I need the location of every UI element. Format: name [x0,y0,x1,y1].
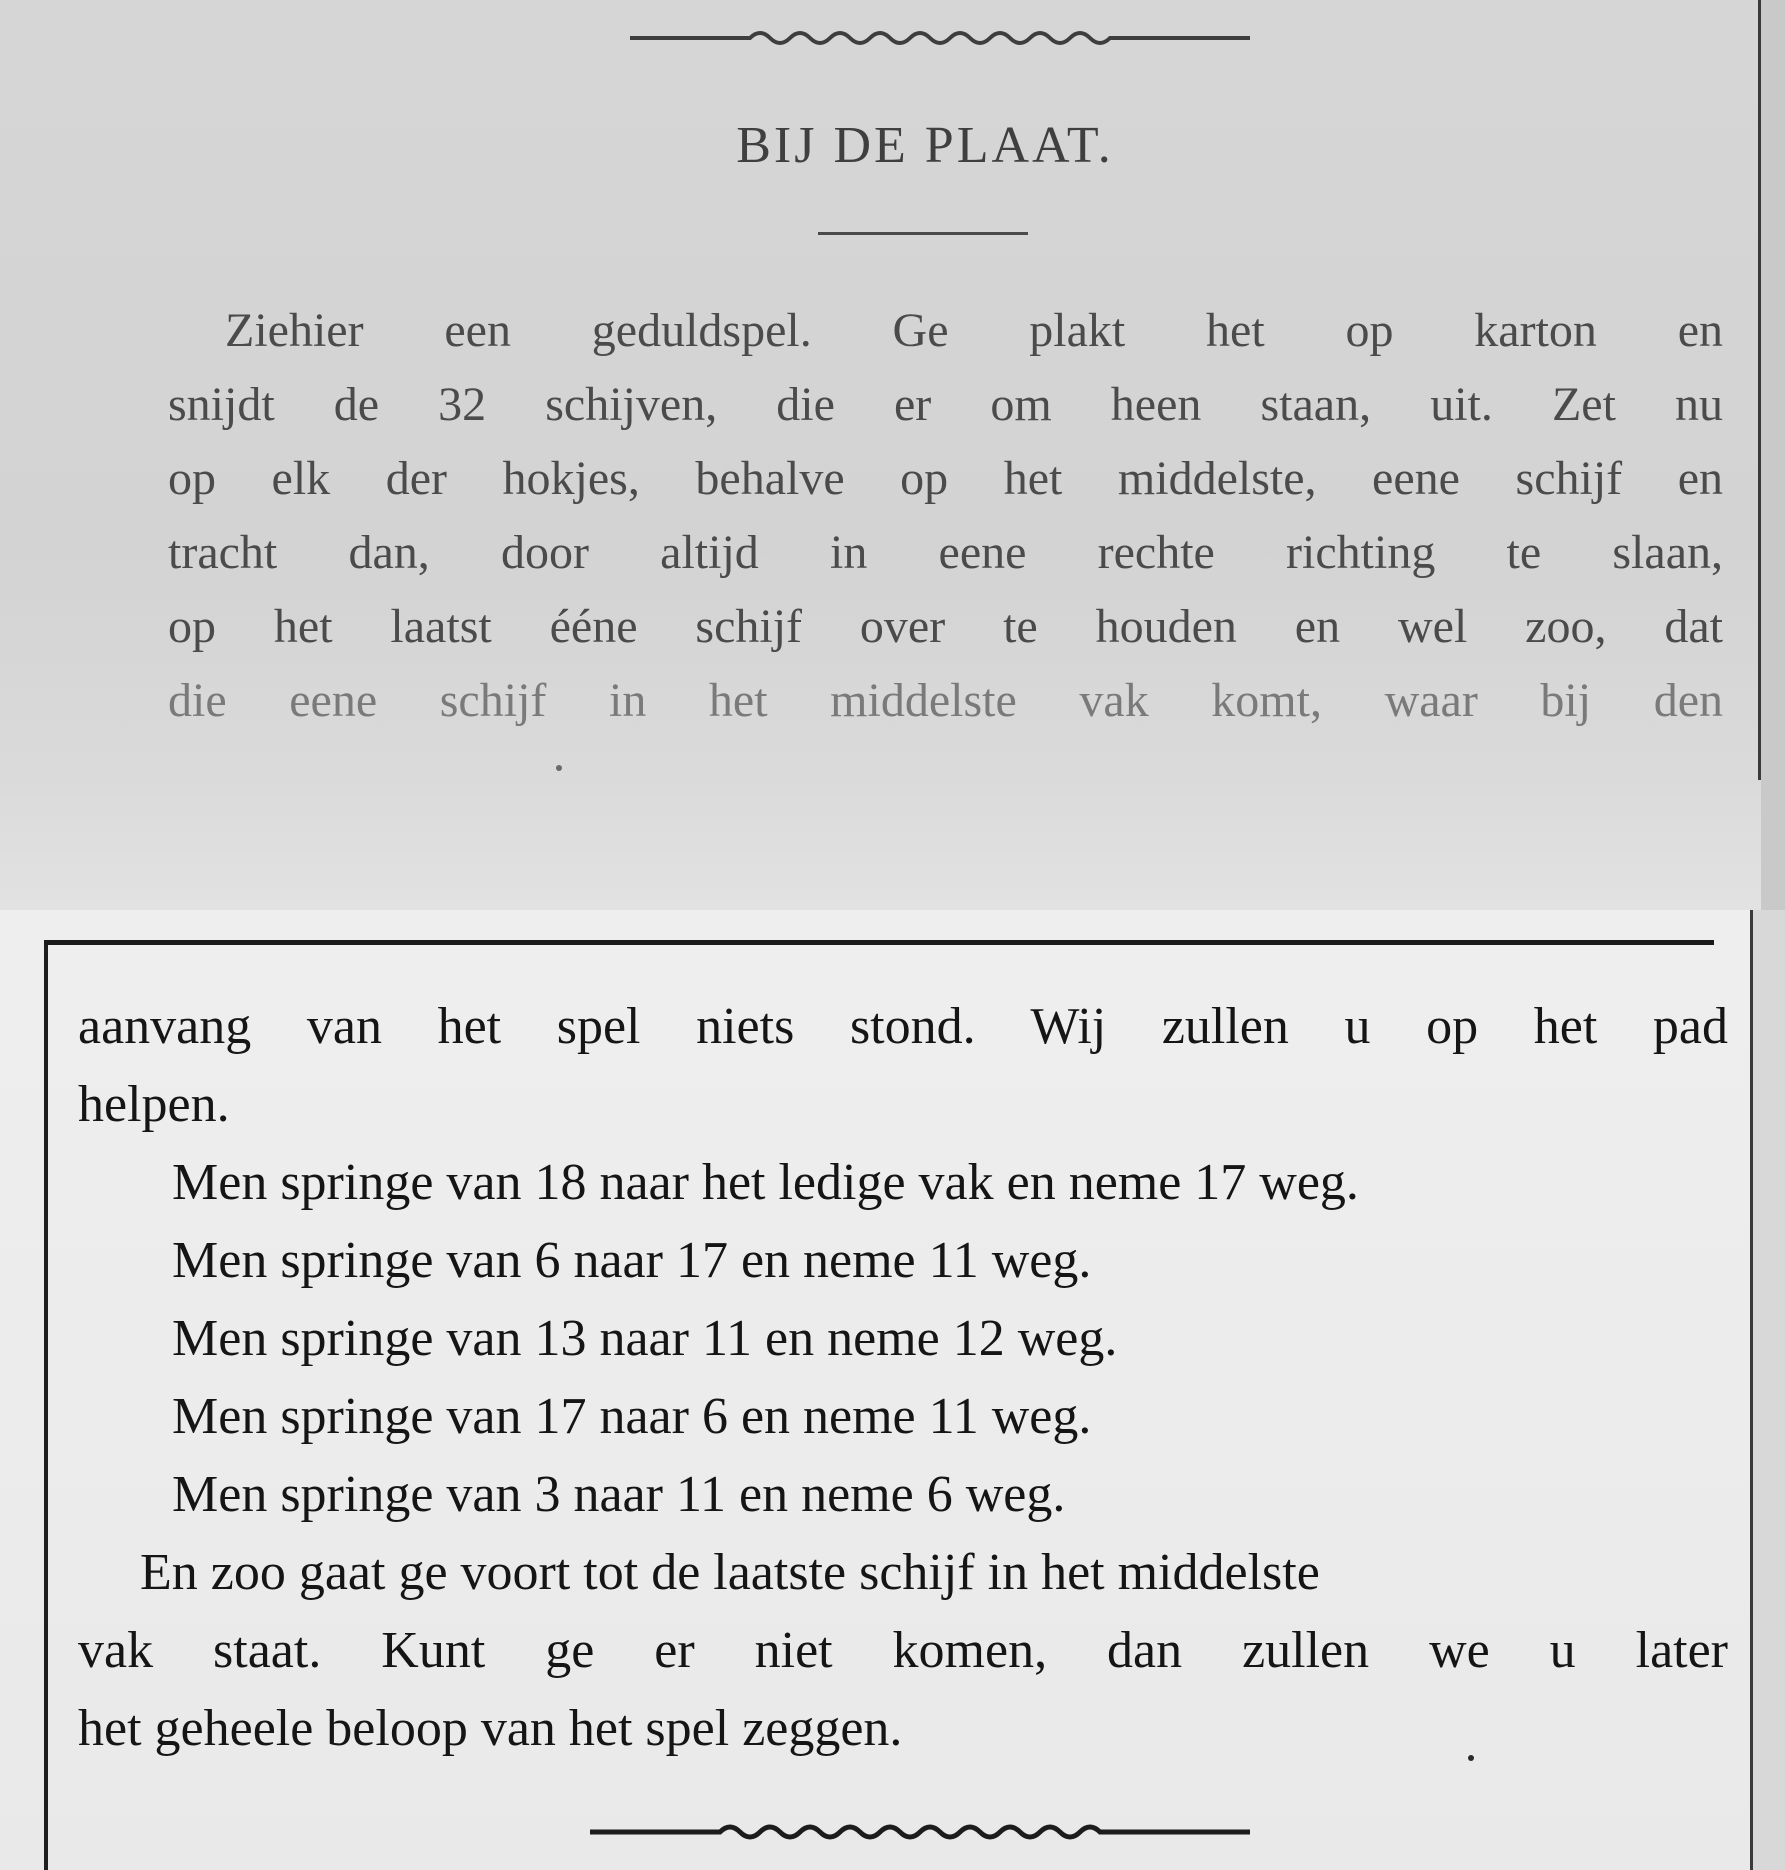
text-line: Ziehier een geduldspel. Ge plakt het op karton en [225,304,1723,357]
column-rule-top [44,940,1714,945]
article-title: BIJ DE PLAAT. [736,117,1114,174]
ink-speck [1468,1755,1474,1761]
text-line: op elk der hokjes, behalve op het middelste, eene schijf en [168,452,1723,505]
bottom-clipping [0,910,1785,1870]
text-line: vak staat. Kunt ge er niet komen, dan zullen we u later [78,1622,1728,1679]
wavy-ornament-top [630,14,1250,54]
text-line: snijdt de 32 schijven, die er om heen staan, uit. Zet nu [168,378,1723,431]
column-rule-left [44,940,48,1870]
text-line: tracht dan, door altijd in eene rechte richting te slaan, [168,526,1723,579]
column-rule-right [1750,910,1753,1870]
text-line: En zoo gaat ge voort tot de laatste schijf in het middelste [140,1544,1320,1601]
move-instruction: Men springe van 17 naar 6 en neme 11 weg. [172,1388,1092,1445]
intro-paragraph [168,294,1723,738]
ink-speck [556,765,562,771]
instructions-text [78,988,1728,1768]
text-line: het geheele beloop van het spel zeggen. [78,1700,903,1757]
text-line: op het laatst éénе schijf over te houden en wel zoo, dat [168,600,1723,653]
text-line: aanvang van het spel niets stond. Wij zullen u op het pad [78,998,1728,1055]
move-instruction: Men springe van 18 naar het ledige vak en neme 17 weg. [172,1154,1359,1211]
title-rule [818,232,1028,235]
page-margin [1753,910,1785,1870]
top-clipping [0,0,1785,910]
move-instruction: Men springe van 13 naar 11 en neme 12 weg. [172,1310,1118,1367]
text-line: helpen. [78,1076,230,1133]
move-instruction: Men springe van 6 naar 17 en neme 11 weg. [172,1232,1092,1289]
text-line: die eene schijf in het middelste vak komt, waar bij den [168,674,1723,727]
move-instruction: Men springe van 3 naar 11 en neme 6 weg. [172,1466,1066,1523]
wavy-ornament-bottom [590,1810,1250,1850]
